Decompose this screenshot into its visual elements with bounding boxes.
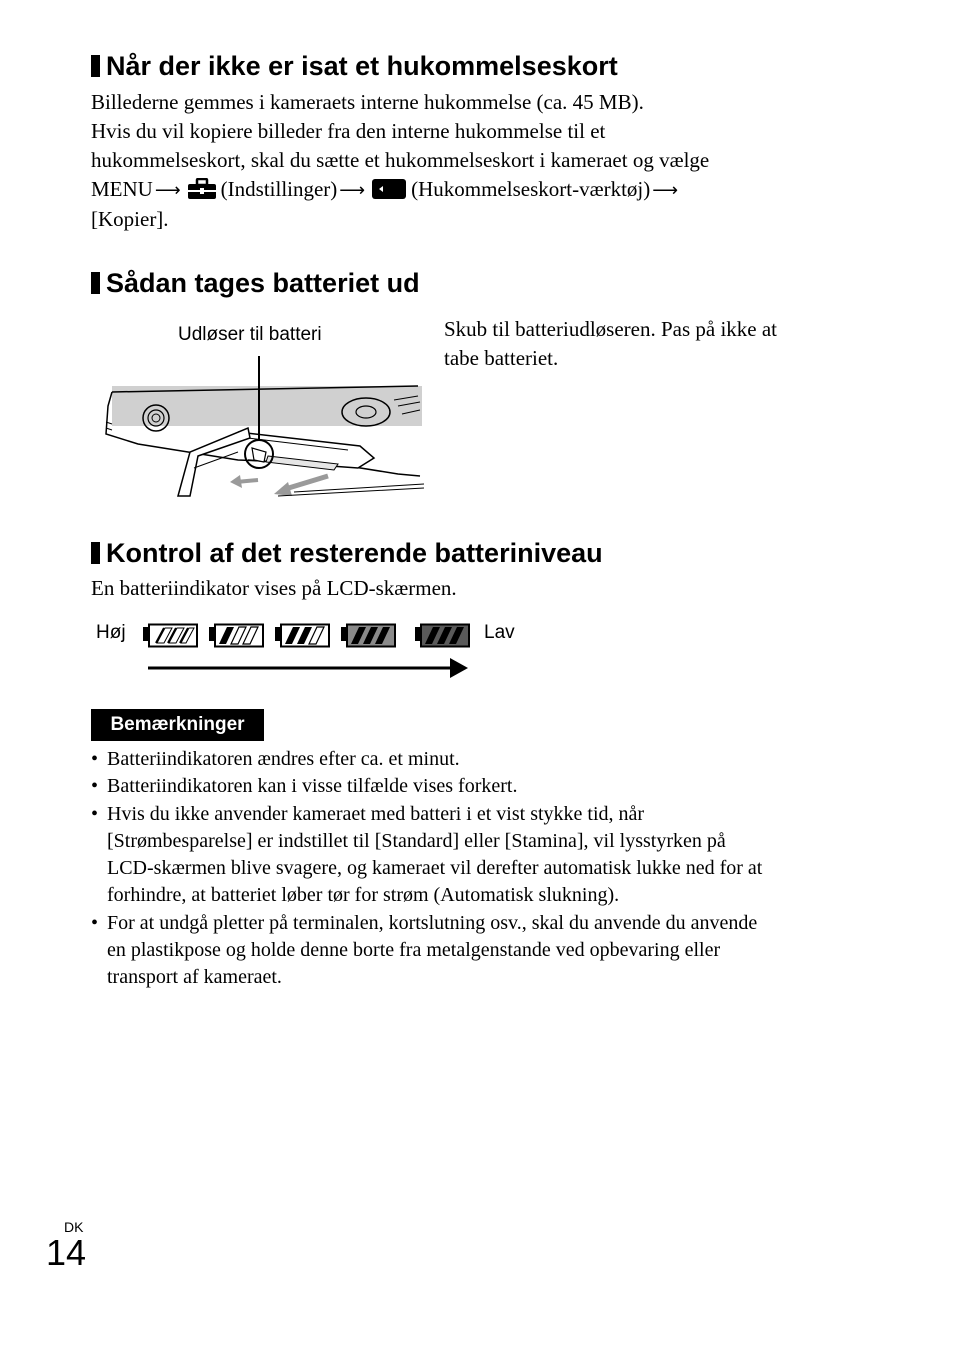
battery-level-3-icon: [275, 625, 329, 647]
body-line: tabe batteriet.: [444, 346, 559, 370]
note-line: forhindre, at batteriet løber tør for strøm (Automatisk slukning).: [107, 884, 620, 907]
page-language: DK: [64, 1219, 84, 1235]
right-arrow-icon: ⟶: [154, 180, 181, 201]
heading-marker: [91, 55, 100, 77]
list-item: [91, 801, 851, 910]
body-line: Skub til batteriudløseren. Pas på ikke at: [444, 317, 778, 341]
note-line: • Hvis du ikke anvender kameraet med batteri i et vist stykke tid, når: [107, 802, 645, 825]
copy-label: [Kopier].: [91, 207, 169, 231]
heading-text: Kontrol af det resterende batteriniveau: [106, 538, 603, 568]
list-item: [91, 746, 851, 773]
note-line: LCD-skærmen blive svagere, og kameraet vil derefter automatisk lukke ned for at: [107, 857, 763, 880]
body-line: Billederne gemmes i kameraets interne hukommelse (ca. 45 MB).: [91, 90, 644, 114]
toolbox-settings-icon: [187, 178, 217, 200]
heading-marker: [91, 542, 100, 564]
battery-empty-icon: [415, 625, 469, 647]
note-line: • For at undgå pletter på terminalen, kortslutning osv., skal du anvende du anvende: [107, 911, 758, 934]
camera-battery-illustration: [98, 356, 424, 498]
menu-label: MENU: [91, 177, 153, 201]
battery-full-icon: [143, 625, 197, 647]
note-line: en plastikpose og holde denne borte fra metalgenstande ved opbevaring eller: [107, 939, 721, 962]
notes-list: [91, 746, 851, 992]
note-line: [Strømbesparelse] er indstillet til [Standard] eller [Stamina], vil lysstyrken på: [107, 829, 726, 852]
heading-text: Sådan tages batteriet ud: [106, 268, 420, 298]
section2-body: [444, 315, 777, 373]
battery-level-4-icon: [341, 625, 395, 647]
section-heading-battery-level: [91, 537, 603, 569]
section1-body: [91, 88, 709, 234]
note-line: • Batteriindikatoren kan i visse tilfælde vises forkert.: [107, 775, 518, 798]
settings-label: (Indstillinger): [220, 177, 338, 201]
section-heading-no-memory-card: [91, 50, 618, 82]
note-line: • Batteriindikatoren ændres efter ca. et minut.: [107, 748, 460, 770]
list-item: [91, 910, 851, 992]
battery-level-2-icon: [209, 625, 263, 647]
page-number: 14: [46, 1232, 87, 1273]
heading-marker: [91, 272, 100, 294]
right-arrow-icon: ⟶: [339, 180, 366, 201]
memory-card-icon: [371, 178, 407, 200]
section3-body: En batteriindikator vises på LCD-skærmen.: [91, 576, 457, 600]
memory-tool-label: (Hukommelseskort-værktøj): [411, 177, 651, 201]
list-item: [91, 773, 851, 800]
section-heading-remove-battery: [91, 267, 420, 299]
note-line: transport af kameraet.: [107, 966, 282, 989]
battery-low-label: Lav: [484, 622, 515, 643]
body-line: Hvis du vil kopiere billeder fra den interne hukommelse til et: [91, 119, 606, 143]
right-arrow-icon: ⟶: [652, 180, 679, 201]
battery-indicator-strip: [142, 623, 472, 653]
battery-high-label: Høj: [96, 622, 126, 643]
menu-path-line: [91, 175, 709, 205]
notes-heading: Bemærkninger: [91, 709, 264, 741]
body-line: hukommelseskort, skal du sætte et hukommelseskort i kameraet og vælge: [91, 148, 710, 172]
heading-text: Når der ikke er isat et hukommelseskort: [106, 51, 618, 81]
battery-release-callout: Udløser til batteri: [178, 324, 322, 345]
high-to-low-arrow-icon: [146, 657, 470, 681]
